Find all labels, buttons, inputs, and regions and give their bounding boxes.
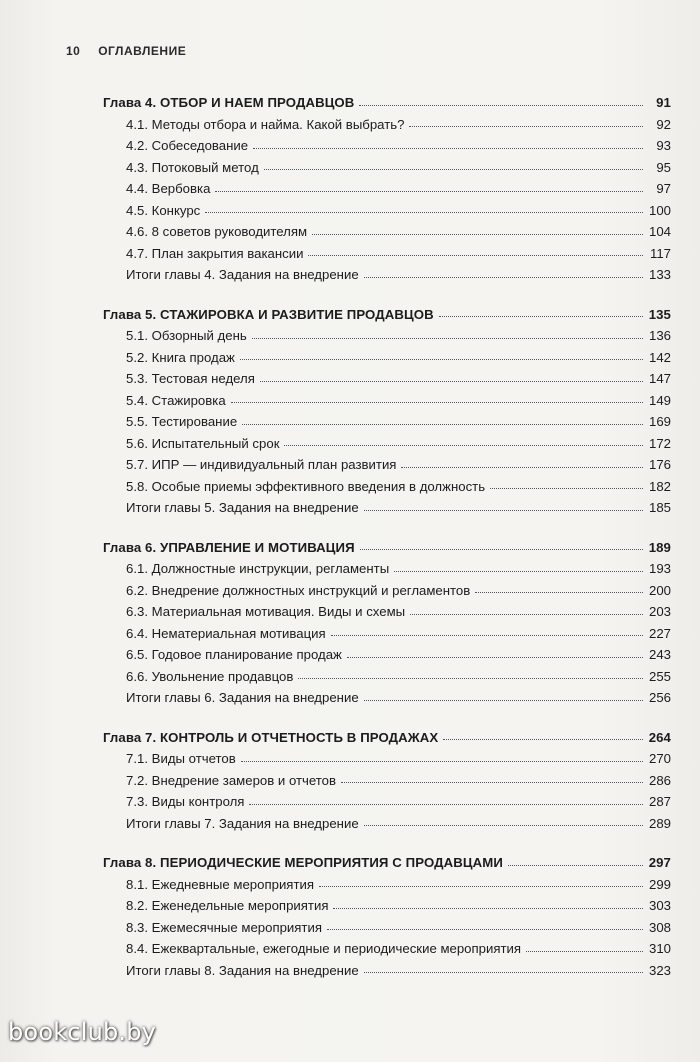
dot-leader: [364, 971, 643, 973]
entry-title: 4.3. Потоковый метод: [126, 159, 259, 175]
toc-chapter-6: [103, 537, 671, 709]
entry-title: 8.2. Еженедельные мероприятия: [126, 898, 329, 913]
chapter-title-row: [103, 727, 671, 749]
toc-entry: [103, 200, 671, 222]
dot-leader: [490, 487, 643, 489]
toc-entry: [103, 243, 671, 265]
entry-page: 286: [648, 772, 671, 788]
dot-leader: [410, 613, 643, 615]
entry-page: 303: [648, 898, 671, 913]
entry-title: 4.6. 8 советов руководителям: [126, 224, 308, 239]
chapter-summary-row: [103, 960, 671, 982]
toc-entry: [103, 135, 671, 157]
chapter-title-row: [103, 92, 671, 114]
chapter-summary-row: [103, 813, 671, 835]
entry-title: 6.3. Материальная мотивация. Виды и схемы: [126, 604, 406, 619]
entry-title: 8.3. Ежемесячные мероприятия: [126, 919, 322, 935]
entry-title: 4.1. Методы отбора и найма. Какой выбрать?: [126, 116, 405, 132]
toc-entry: [103, 791, 671, 813]
dot-leader: [242, 423, 643, 425]
chapter-title-row: [103, 537, 671, 559]
dot-leader: [364, 824, 643, 826]
dot-leader: [260, 380, 643, 382]
toc-entry: [103, 325, 671, 347]
entry-page: 104: [648, 224, 671, 239]
dot-leader: [215, 190, 643, 192]
entry-title: 5.8. Особые приемы эффективного введения в должность: [126, 478, 486, 494]
dot-leader: [264, 168, 643, 170]
toc-entry: [103, 390, 671, 412]
dot-leader: [240, 358, 643, 360]
summary-page: 256: [648, 690, 671, 705]
entry-page: 176: [648, 457, 671, 472]
site-watermark: bookclub.by: [8, 1018, 157, 1046]
chapter-title: Глава 7. КОНТРОЛЬ И ОТЧЕТНОСТЬ В ПРОДАЖАХ: [103, 729, 439, 745]
chapter-title: Глава 5. СТАЖИРОВКА И РАЗВИТИЕ ПРОДАВЦОВ: [103, 306, 434, 322]
dot-leader: [331, 634, 643, 636]
running-head-section: ОГЛАВЛЕНИЕ: [98, 44, 187, 58]
entry-page: 310: [648, 941, 671, 956]
entry-title: 8.4. Ежеквартальные, ежегодные и периодические мероприятия: [126, 941, 522, 956]
dot-leader: [364, 276, 643, 278]
summary-page: 289: [648, 815, 671, 831]
dot-leader: [360, 548, 643, 550]
toc-entry: [103, 347, 671, 369]
dot-leader: [231, 401, 643, 403]
toc-entry: [103, 666, 671, 688]
dot-leader: [394, 570, 643, 572]
chapter-page: 297: [648, 855, 671, 870]
dot-leader: [298, 677, 643, 679]
summary-title: Итоги главы 6. Задания на внедрение: [126, 690, 359, 705]
dot-leader: [359, 104, 643, 106]
entry-page: 149: [648, 392, 671, 408]
toc-entry: [103, 411, 671, 433]
dot-leader: [508, 864, 643, 866]
entry-page: 100: [648, 202, 671, 218]
chapter-page: 91: [656, 95, 671, 110]
summary-page: 185: [648, 500, 671, 515]
entry-title: 4.7. План закрытия вакансии: [126, 245, 304, 261]
chapter-summary-row: [103, 497, 671, 519]
chapter-summary-row: [103, 687, 671, 709]
entry-title: 5.2. Книга продаж: [126, 349, 235, 365]
summary-title: Итоги главы 5. Задания на внедрение: [126, 500, 359, 515]
entry-page: 169: [648, 414, 671, 429]
chapter-page: 135: [648, 306, 671, 322]
toc-chapter-8: [103, 852, 671, 981]
entry-title: 5.1. Обзорный день: [126, 328, 247, 343]
toc-entry: [103, 368, 671, 390]
toc-chapter-5: [103, 304, 671, 519]
entry-title: 7.1. Виды отчетов: [126, 751, 236, 766]
toc-entry: [103, 748, 671, 770]
chapter-summary-row: [103, 264, 671, 286]
toc-entry: [103, 433, 671, 455]
entry-title: 4.4. Вербовка: [126, 181, 211, 196]
dot-leader: [364, 509, 643, 511]
chapter-title-row: [103, 852, 671, 874]
entry-page: 117: [649, 245, 671, 261]
toc-entry: [103, 580, 671, 602]
entry-title: 5.7. ИПР — индивидуальный план развития: [126, 457, 397, 472]
entry-title: 8.1. Ежедневные мероприятия: [126, 876, 314, 892]
chapter-title-row: [103, 304, 671, 326]
entry-title: 6.5. Годовое планирование продаж: [126, 647, 342, 662]
dot-leader: [241, 760, 643, 762]
dot-leader: [253, 147, 643, 149]
dot-leader: [439, 315, 643, 317]
chapter-title: Глава 8. ПЕРИОДИЧЕСКИЕ МЕРОПРИЯТИЯ С ПРОДАВЦАМИ: [103, 855, 503, 870]
dot-leader: [401, 466, 643, 468]
dot-leader: [327, 928, 643, 930]
entry-page: 136: [648, 328, 671, 343]
entry-page: 95: [656, 159, 671, 175]
toc-entry: [103, 476, 671, 498]
entry-title: 6.6. Увольнение продавцов: [126, 668, 294, 684]
dot-leader: [526, 950, 643, 952]
dot-leader: [308, 254, 643, 256]
summary-title: Итоги главы 4. Задания на внедрение: [126, 267, 359, 282]
toc-entry: [103, 221, 671, 243]
summary-page: 323: [648, 962, 671, 978]
entry-page: 227: [648, 625, 671, 641]
entry-page: 255: [648, 668, 671, 684]
entry-title: 7.2. Внедрение замеров и отчетов: [126, 772, 337, 788]
toc-entry: [103, 874, 671, 896]
entry-page: 172: [648, 435, 671, 451]
entry-page: 203: [648, 604, 671, 619]
entry-page: 97: [656, 181, 671, 196]
dot-leader: [364, 699, 643, 701]
chapter-page: 189: [648, 539, 671, 555]
toc-entry: [103, 938, 671, 960]
toc-entry: [103, 454, 671, 476]
dot-leader: [205, 211, 643, 213]
entry-page: 200: [648, 582, 671, 598]
entry-page: 182: [648, 478, 671, 494]
toc-entry: [103, 601, 671, 623]
toc-chapter-7: [103, 727, 671, 835]
toc-entry: [103, 178, 671, 200]
entry-page: 308: [648, 919, 671, 935]
entry-page: 287: [648, 794, 671, 809]
summary-page: 133: [648, 267, 671, 282]
dot-leader: [475, 591, 643, 593]
dot-leader: [312, 233, 643, 235]
chapter-title: Глава 6. УПРАВЛЕНИЕ И МОТИВАЦИЯ: [103, 539, 355, 555]
entry-title: 4.5. Конкурс: [126, 202, 201, 218]
dot-leader: [341, 781, 643, 783]
summary-title: Итоги главы 7. Задания на внедрение: [126, 815, 359, 831]
entry-title: 5.4. Стажировка: [126, 392, 226, 408]
table-of-contents: [103, 92, 671, 999]
running-head: [66, 44, 186, 58]
toc-entry: [103, 770, 671, 792]
chapter-page: 264: [648, 729, 671, 745]
toc-entry: [103, 917, 671, 939]
toc-entry: [103, 895, 671, 917]
chapter-title: Глава 4. ОТБОР И НАЕМ ПРОДАВЦОВ: [103, 95, 355, 110]
entry-title: 6.4. Нематериальная мотивация: [126, 625, 326, 641]
entry-title: 5.3. Тестовая неделя: [126, 371, 255, 386]
entry-title: 5.5. Тестирование: [126, 414, 238, 429]
dot-leader: [333, 907, 643, 909]
toc-entry: [103, 623, 671, 645]
entry-page: 299: [648, 876, 671, 892]
toc-entry: [103, 157, 671, 179]
entry-page: 270: [648, 751, 671, 766]
dot-leader: [249, 803, 643, 805]
entry-page: 243: [648, 647, 671, 662]
entry-page: 193: [648, 561, 671, 576]
dot-leader: [284, 444, 643, 446]
entry-title: 7.3. Виды контроля: [126, 794, 245, 809]
dot-leader: [443, 738, 643, 740]
toc-entry: [103, 644, 671, 666]
entry-title: 5.6. Испытательный срок: [126, 435, 280, 451]
dot-leader: [409, 125, 643, 127]
entry-page: 147: [648, 371, 671, 386]
toc-chapter-4: [103, 92, 671, 286]
entry-title: 6.2. Внедрение должностных инструкций и регламентов: [126, 582, 471, 598]
toc-entry: [103, 114, 671, 136]
toc-entry: [103, 558, 671, 580]
entry-title: 4.2. Собеседование: [126, 138, 249, 153]
dot-leader: [347, 656, 643, 658]
entry-title: 6.1. Должностные инструкции, регламенты: [126, 561, 390, 576]
entry-page: 93: [656, 138, 671, 153]
dot-leader: [319, 885, 643, 887]
summary-title: Итоги главы 8. Задания на внедрение: [126, 962, 359, 978]
entry-page: 92: [656, 116, 671, 132]
dot-leader: [252, 337, 643, 339]
entry-page: 142: [648, 349, 671, 365]
page-number: 10: [66, 44, 81, 58]
